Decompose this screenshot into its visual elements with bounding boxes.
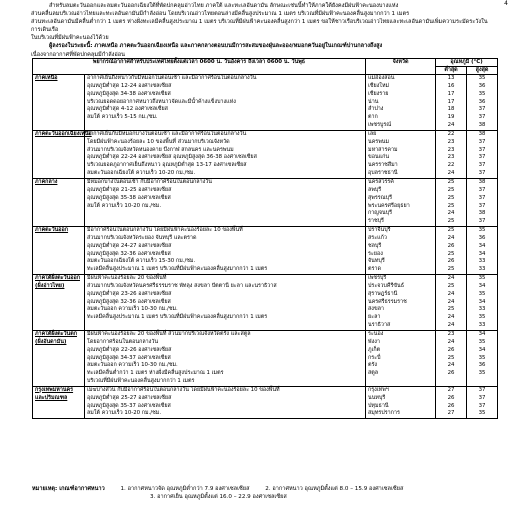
forecast-line: มีอากาศร้อนในตอนกลางวัน โดยมีฝนฟ้าคะนองร้อยละ 10 ของพื้นที่ [87,227,243,234]
high-temp: 35 [478,370,486,377]
high-temp: 37 [478,106,486,113]
province-name: ภูเก็ต [368,346,381,353]
low-temp: 26 [447,258,455,265]
province-name: พระนครศรีอยุธยา [368,202,410,209]
province-name: นครศรีธรรมราช [368,298,407,305]
high-temp: 38 [478,178,486,185]
low-temp: 17 [447,90,455,97]
high-temp: 37 [478,186,486,193]
province-name: ปราจีนบุรี [368,227,391,234]
province-name: สุราษฎร์ธานี [368,290,398,297]
low-temp: 25 [447,178,455,185]
intro-paragraph-4: ในบริเวณที่มีฝนฟ้าคะนองไว้ด้วย [31,35,109,42]
low-temp: 24 [447,362,455,369]
high-temp: 35 [478,410,486,417]
province-cell [366,178,436,226]
footer-cold-2: 2. อากาศหนาว อุณหภูมิตั้งแต่ 8.0 – 15.9 องศาเซลเซียส [265,486,404,492]
forecast-line: ส่วนมากบริเวณจังหวัดระยอง จันทบุรี และตราด [87,234,197,241]
region-name: ภาคตะวันออก [35,227,69,234]
forecast-line: อุณหภูมิสูงสุด 35-37 องศาเซลเซียส [87,402,171,409]
low-temp: 24 [447,275,455,282]
region-name: ภาคตะวันออกเฉียงเหนือ [35,130,92,137]
province-name: ประจวบคีรีขันธ์ [368,282,404,289]
forecast-line: อุณหภูมิต่ำสุด 21-25 องศาเซลเซียส [87,186,172,193]
high-temp: 37 [478,218,486,225]
province-cell [366,275,436,331]
high-temp-cell [467,386,498,418]
forecast-line: โดยมีฝนฟ้าคะนองร้อยละ 10 ของพื้นที่ ส่วนมากบริเวณจังหวัด [87,138,230,145]
low-temp: 25 [447,227,455,234]
forecast-line: ลมตะวันออกเฉียงใต้ ความเร็ว 10-20 กม./ชม. [87,170,196,177]
forecast-line: อุณหภูมิต่ำสุด 12-24 องศาเซลเซียส [87,82,172,89]
forecast-line: ทะเลมีคลื่นสูงประมาณ 1 เมตร บริเวณที่มีฝนฟ้าคะนองคลื่นสูงมากกว่า 1 เมตร [87,266,268,273]
high-temp: 34 [478,250,486,257]
high-temp: 35 [478,275,486,282]
forecast-line: บริเวณที่มีฝนฟ้าคะนองคลื่นสูงมากกว่า 1 เมตร [87,378,195,385]
region-name: ภาคใต้ฝั่งตะวันออก [35,275,80,282]
region-name-cell [33,386,85,418]
high-temp: 33 [478,266,486,273]
high-temp-cell [467,130,498,178]
low-temp: 24 [447,234,455,241]
province-cell [366,227,436,275]
high-temp: 34 [478,331,486,337]
high-temp: 35 [478,338,486,345]
forecast-line: ลมใต้ ความเร็ว 10-20 กม./ชม. [87,202,162,209]
low-temp: 25 [447,306,455,313]
high-temp-cell [467,75,498,131]
low-temp: 25 [447,266,455,273]
province-name: สตูล [368,370,379,377]
region-name: ภาคใต้ฝั่งตะวันตก [35,331,77,337]
province-name: น่าน [368,98,379,105]
high-temp: 35 [478,354,486,361]
high-temp: 36 [478,234,486,241]
high-temp-cell [467,331,498,387]
province-name: ตรัง [368,362,378,369]
province-name: สระแก้ว [368,234,387,241]
high-temp: 37 [478,146,486,153]
low-temp: 18 [447,106,455,113]
high-temp: 37 [478,170,486,177]
region-row [33,227,498,275]
high-temp: 36 [478,98,486,105]
high-temp: 37 [478,386,486,393]
region-forecast-cell [85,130,366,178]
forecast-line: ส่วนมากบริเวณจังหวัดหนองคาย บึงกาฬ สกลนคร และนครพนม [87,146,234,153]
low-temp: 26 [447,370,455,377]
province-name: กระบี่ [368,354,381,361]
forecast-line: อุณหภูมิต่ำสุด 22-24 องศาเซลเซียส อุณหภูมิสูงสุด 36-38 องศาเซลเซียส [87,154,257,161]
header-province: จังหวัด [366,59,436,75]
province-name: พังงา [368,338,380,345]
province-name: เลย [368,130,377,137]
high-temp-cell [467,227,498,275]
region-row [33,178,498,226]
region-name-sub: (ฝั่งอันดามัน) [35,338,67,345]
low-temp: 25 [447,218,455,225]
low-temp: 26 [447,402,455,409]
region-name: ภาคเหนือ [35,75,58,81]
forecast-line [87,218,363,226]
low-temp-cell [436,331,467,387]
low-temp: 24 [447,290,455,297]
high-temp: 34 [478,346,486,353]
forecast-line [87,322,363,330]
forecast-line [87,122,363,130]
high-temp: 35 [478,90,486,97]
province-name: ลำปาง [368,106,384,113]
footer-lead: หมายเหตุ: เกณฑ์อากาศหนาว [32,486,105,492]
low-temp: 25 [447,186,455,193]
region-row [33,130,498,178]
province-name: นราธิวาส [368,322,391,329]
region-name-sub: (ฝั่งอ่าวไทย) [35,282,65,289]
region-name: ภาคกลาง [35,178,58,185]
high-temp: 33 [478,322,486,329]
low-temp: 26 [447,394,455,401]
province-name: ลพบุรี [368,186,382,193]
header-low: ต่ำสุด [436,67,467,75]
region-forecast-cell [85,178,366,226]
region-name-cell [33,130,92,178]
province-name: ตาก [368,114,378,121]
high-temp: 37 [478,138,486,145]
forecast-line: ทะเลมีคลื่นต่ำกว่า 1 เมตร ห่างฝั่งมีคลื่นสูงประมาณ 1 เมตร [87,370,224,377]
high-temp: 36 [478,362,486,369]
low-temp: 23 [447,154,455,161]
high-temp: 38 [478,130,486,137]
low-temp: 25 [447,354,455,361]
forecast-line: อุณหภูมิสูงสุด 32-36 องศาเซลเซียส [87,298,171,305]
province-name: มหาสารคาม [368,146,398,153]
intro-paragraph-5: ผู้ลงรองในระยะนี้: ภาคเหนือ ภาคตะวันออกเฉียงเหนือ และภาคกลางตอนบนมีการสะสมของฝุ่นละออง/หมอกควันอยู่ในเกณฑ์ปานกลางถึงสูง [49,43,383,50]
forecast-line: ลมตะวันออก ความเร็ว 10-30 กม./ชม. [87,306,178,313]
low-temp: 23 [447,146,455,153]
province-cell [366,130,436,178]
high-temp: 35 [478,227,486,234]
region-row [33,75,498,131]
province-name [368,378,433,386]
forecast-line: อุณหภูมิสูงสุด 32-36 องศาเซลเซียส [87,250,171,257]
province-name: ปทุมธานี [368,402,389,409]
forecast-line: บริเวณยอดดอยอากาศหนาวถึงหนาวจัดและมีน้ำค้างแข็งบางแห่ง [87,98,236,105]
province-name: ระยอง [368,250,383,257]
footer-cold-1: 1. อากาศหนาวจัด อุณหภูมิต่ำกว่า 7.9 องศาเซลเซียส [120,486,250,492]
forecast-line: อากาศเย็นถึงหนาวกับมีหมอกในตอนเช้า และมีอากาศร้อนในตอนกลางวัน [87,75,257,81]
region-name-cell [33,331,85,387]
region-row [33,386,498,418]
low-temp: 24 [447,122,455,129]
region-name-cell [33,75,85,131]
forecast-line: อุณหภูมิสูงสุด 34-38 องศาเซลเซียส [87,90,171,97]
intro-paragraph-1: สำหรับลมตะวันออกและลมตะวันออกเฉียงใต้ที่พัดปกคลุมอ่าวไทย ภาคใต้ และทะเลอันดามัน ลักษณะเช่นนี้ทำให้ภาคใต้ยังคงมีฝนฟ้าคะนองบางแห่ง [49,3,399,9]
high-temp [469,378,495,386]
intro-paragraph-6: เนื่องจากอากาศที่พัดปกคลุมมีกำลังอ่อน [31,51,125,58]
region-forecast-cell [85,275,366,331]
low-temp: 25 [447,250,455,257]
province-name: ชลบุรี [368,242,382,249]
intro-paragraph-2: ส่วนคลื่นลมบริเวณอ่าวไทยและทะเลอันดามันมีกำลังอ่อน โดยบริเวณอ่าวไทยตอนล่างมีคลื่นสูงประมาณ 1 เมตร บริเวณที่มีฝนฟ้าคะนองคลื่นสูงมากกว่า 1 เมตร [31,11,410,18]
forecast-line: อุณหภูมิต่ำสุด 22-26 องศาเซลเซียส [87,346,172,353]
high-temp: 35 [478,75,486,81]
forecast-line: เมฆบางส่วน กับมีอากาศร้อนในตอนกลางวัน โดยมีฝนฟ้าคะนองร้อยละ 10 ของพื้นที่ [87,386,280,393]
header-high: สูงสุด [467,67,498,75]
high-temp: 37 [478,154,486,161]
province-cell [366,331,436,387]
region-row [33,331,498,387]
high-temp: 35 [478,314,486,321]
forecast-line: ลมตะวันออกเฉียงใต้ ความเร็ว 15-30 กม./ชม. [87,258,196,265]
province-name: ขอนแก่น [368,154,390,161]
low-temp: 23 [447,331,455,337]
province-name: ตราด [368,266,381,273]
low-temp: 24 [447,298,455,305]
low-temp-cell [436,227,467,275]
low-temp: 19 [447,114,455,121]
high-temp: 38 [478,122,486,129]
low-temp: 17 [447,98,455,105]
forecast-line [87,210,363,218]
forecast-body [33,75,498,419]
footer-cold-3: 3. อากาศเย็น อุณหภูมิตั้งแต่ 16.0 – 22.9 องศาเซลเซียส [150,494,287,500]
intro-paragraph-3: ส่วนทะเลอันดามันมีคลื่นต่ำกว่า 1 เมตร ห่างฝั่งทะเลมีคลื่นสูงประมาณ 1 เมตร บริเวณที่มีฝนฟ้าคะนองคลื่นสูงกว่า 1 เมตร ขอให้ชาวเรือบริเวณอ่าวไทยและทะเลอันดามันเพิ่มความระมัดระวังในการเดินเรือ [31,19,488,34]
low-temp: 26 [447,242,455,249]
low-temp-cell [436,130,467,178]
region-name-cell [33,275,85,331]
low-temp: 16 [447,82,455,89]
region-name-cell [33,178,85,226]
province-name: เชียงใหม่ [368,82,390,89]
forecast-line: โดยอากาศร้อนในตอนกลางวัน [87,338,159,345]
forecast-line: บริเวณยอดภูอากาศเย็นถึงหนาว อุณหภูมิต่ำสุด 13-17 องศาเซลเซียส [87,162,247,169]
forecast-line: อุณหภูมิต่ำสุด 23-26 องศาเซลเซียส [87,290,172,297]
forecast-line: ส่วนมากบริเวณจังหวัดนครศรีธรรมราช พัทลุง สงขลา ปัตตานี ยะลา และนราธิวาส [87,282,277,289]
high-temp-cell [467,178,498,226]
forecast-line: อุณหภูมิต่ำสุด 24-27 องศาเซลเซียส [87,242,172,249]
high-temp: 37 [478,114,486,121]
high-temp-cell [467,275,498,331]
province-name: เชียงราย [368,90,389,97]
forecast-line: อุณหภูมิต่ำสุด 25-27 องศาเซลเซียส [87,394,172,401]
high-temp: 36 [478,82,486,89]
high-temp: 37 [478,194,486,201]
forecast-line: มีฝนฟ้าคะนองร้อยละ 20 ของพื้นที่ [87,275,167,282]
province-name: นครราชสีมา [368,162,398,169]
region-forecast-cell [85,75,366,131]
high-temp: 37 [478,162,486,169]
forecast-line: อากาศเย็นกับมีหมอกบางในตอนเช้า และมีอากาศร้อนในตอนกลางวัน [87,130,247,137]
forecast-line: อุณหภูมิสูงสุด 35-38 องศาเซลเซียส [87,194,171,201]
high-temp: 34 [478,298,486,305]
low-temp: 27 [447,386,455,393]
province-name: นนทบุรี [368,394,386,401]
forecast-line: มีหมอกบางในตอนเช้า กับมีอากาศร้อนในตอนกลางวัน [87,178,212,185]
province-name: สุพรรณบุรี [368,194,392,201]
forecast-line: อุณหภูมิสูงสุด 34-37 องศาเซลเซียส [87,354,171,361]
province-name: จันทบุรี [368,258,385,265]
province-name: เพชรบูรณ์ [368,122,392,129]
low-temp-cell [436,275,467,331]
high-temp: 33 [478,306,486,313]
forecast-line: ลมใต้ ความเร็ว 10-20 กม./ชม. [87,410,162,417]
region-forecast-cell [85,331,366,387]
low-temp: 22 [447,162,455,169]
province-name: สงขลา [368,306,384,313]
province-name: เพชรบุรี [368,275,387,282]
low-temp-cell [436,178,467,226]
low-temp: 24 [447,338,455,345]
low-temp [438,378,464,386]
province-cell [366,75,436,131]
region-name-cell [33,227,85,275]
low-temp: 23 [447,138,455,145]
low-temp: 25 [447,202,455,209]
page-mark: 4 [504,0,508,7]
province-name: กาญจนบุรี [368,210,393,217]
high-temp: 35 [478,290,486,297]
high-temp: 38 [478,210,486,217]
forecast-line: ทะเลมีคลื่นสูงประมาณ 1 เมตร บริเวณที่มีฝนฟ้าคะนองคลื่นสูงมากกว่า 1 เมตร [87,314,268,321]
intro-text [31,2,497,59]
high-temp: 37 [478,202,486,209]
region-name-sub: และปริมณฑล [35,394,68,401]
low-temp: 27 [447,410,455,417]
footer-note [32,485,502,501]
province-name: ราชบุรี [368,218,384,225]
region-name: กรุงเทพมหานคร [35,386,74,393]
forecast-line: ลมตะวันออก ความเร็ว 10-30 กม./ชม. [87,362,178,369]
province-cell [366,386,436,418]
high-temp: 34 [478,242,486,249]
low-temp: 25 [447,194,455,201]
forecast-line: ลมใต้ ความเร็ว 5-15 กม./ชม. [87,114,158,121]
low-temp: 24 [447,210,455,217]
province-name: แม่ฮ่องสอน [368,75,395,81]
low-temp: 25 [447,282,455,289]
province-name: ระนอง [368,331,384,337]
high-temp: 37 [478,394,486,401]
low-temp-cell [436,386,467,418]
low-temp: 13 [447,75,455,81]
region-forecast-cell [85,386,366,418]
low-temp: 24 [447,170,455,177]
province-name: สมุทรปราการ [368,410,400,417]
province-name: กรุงเทพฯ [368,386,389,393]
province-name: นครพนม [368,138,389,145]
forecast-table [32,58,498,419]
forecast-line: มีฝนฟ้าคะนองร้อยละ 20 ของพื้นที่ ส่วนมากบริเวณจังหวัดตรัง และสตูล [87,331,251,337]
header-forecast: พยากรณ์อากาศสำหรับประเทศไทยตั้งแต่เวลา 0600 น. วันอังคาร ถึงเวลา 0600 น. วันพุธ [33,59,366,75]
low-temp: 24 [447,322,455,329]
high-temp: 37 [478,402,486,409]
low-temp: 22 [447,130,455,137]
low-temp: 26 [447,346,455,353]
high-temp: 34 [478,282,486,289]
province-name: ยะลา [368,314,381,321]
region-row [33,275,498,331]
high-temp: 33 [478,258,486,265]
province-name: นครสวรรค์ [368,178,394,185]
low-temp-cell [436,75,467,131]
forecast-line: อุณหภูมิต่ำสุด 4-12 องศาเซลเซียส [87,106,168,113]
header-temperature: อุณหภูมิ (°C) [436,59,498,67]
low-temp: 24 [447,314,455,321]
province-name: อุบลราชธานี [368,170,398,177]
region-forecast-cell [85,227,366,275]
